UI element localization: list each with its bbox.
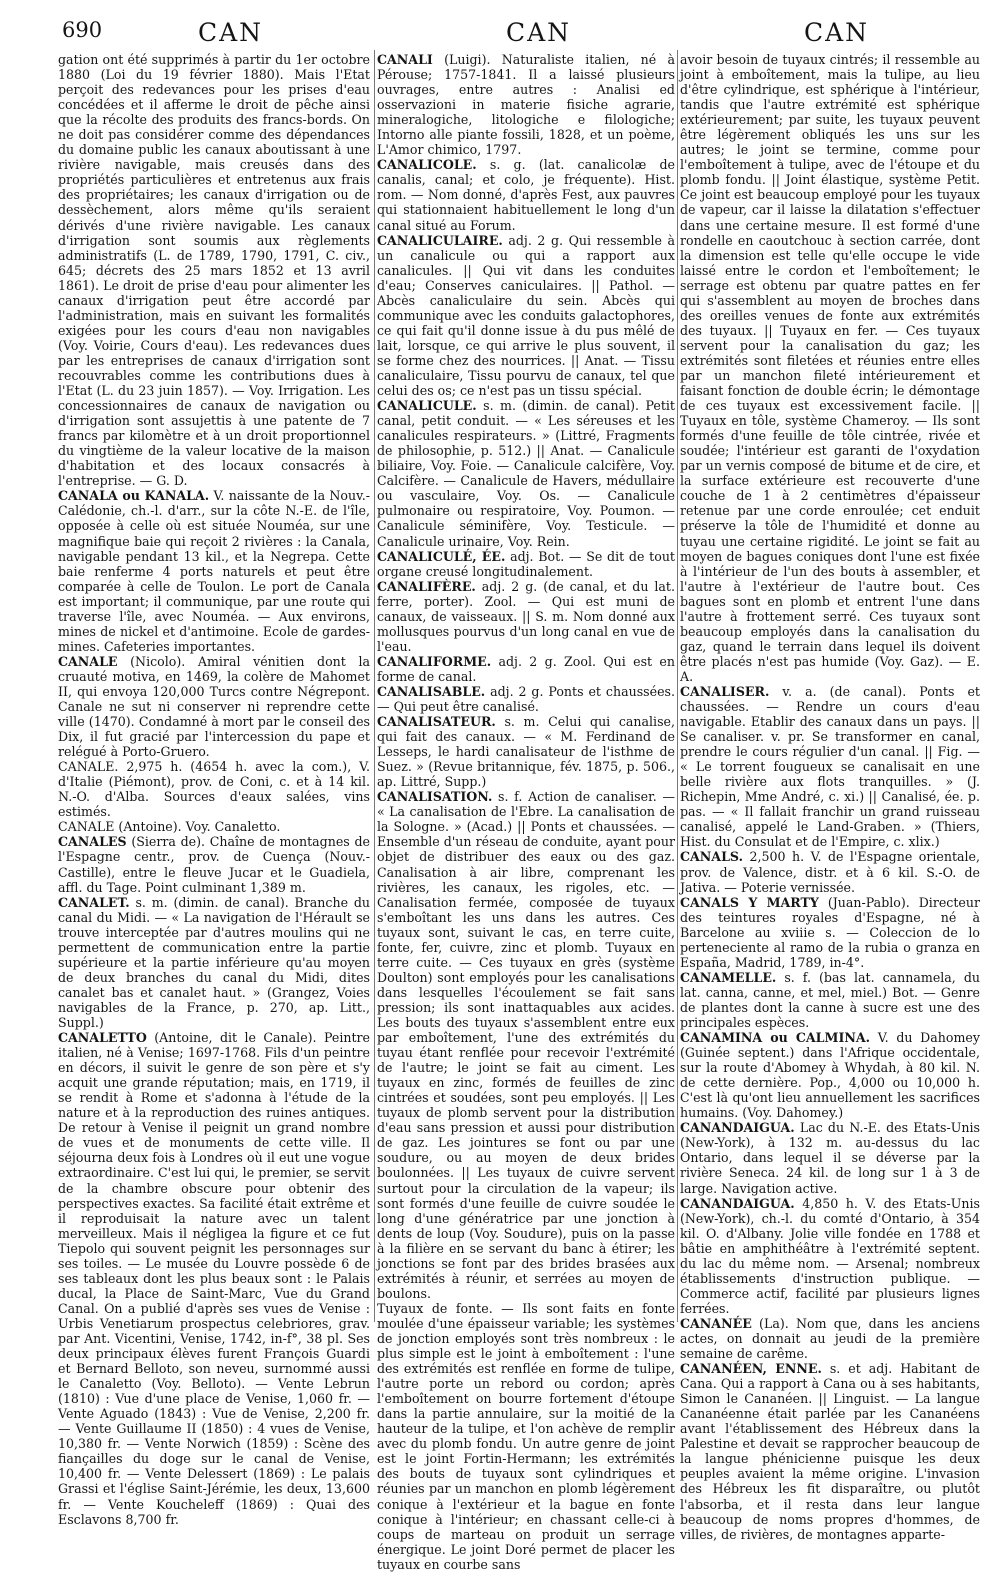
entry-headword: CANANDAIGUA. — [680, 1120, 795, 1136]
dictionary-entry — [58, 654, 370, 759]
dictionary-entry — [377, 579, 675, 654]
entry-text: s. m. (dimin. de canal). Petit canal, petit conduit. — « Les séreuses et les canalicules respirateurs. » (Littré, Fragments de philosophie, p. 512.) || Anat. — Canalicule biliaire, Voy. Foie. — Canalicule calcifère, Voy. Calcifère. — Canalicule de Havers, médullaire ou vasculaire, Voy. Os. — Canalicule pulmonaire ou respiratoire, Voy. Poumon. — Canalicule séminifère, Voy. Testicule. — Canalicule urinaire, Voy. Rein. — [377, 398, 675, 549]
dictionary-entry — [377, 654, 675, 684]
dictionary-entry — [680, 684, 980, 850]
dictionary-entry — [377, 233, 675, 399]
entry-headword: CANALICULE. — [377, 398, 477, 414]
entry-text: CANALE. 2,975 h. (4654 h. avec la com.), V. d'Italie (Piémont), prov. de Coni, c. et à 14 kil. N.-O. d'Alba. Sources d'eaux salées, vins estimés. — [58, 759, 370, 820]
entry-text: s. f. Action de canaliser. — « La canalisation de l'Ebre. La canalisation de la Sologne. » (Acad.) || Ponts et chaussées. — Ensemble d'un réseau de conduite, ayant pour objet de distribuer des eaux ou des gaz. Canalisation à air libre, comprenant les rivières, les canaux, les rigoles, etc. — Canalisation fermée, composée de tuyaux s'emboîtant les uns dans les autres. Ces tuyaux sont, suivant le cas, en terre cuite, fonte, fer, cuivre, zinc et plomb. Tuyaux en terre cuite. — Ces tuyaux en grès (système Doulton) sont employés pour les canalisations dans lesquelles l'écoulement se fait sans pression; ils sont inattaquables aux acides. Les bouts des tuyaux s'assemblent entre eux par emboîtement, l'une des extrémités du tuyau étant renflée pour recevoir l'extrémité de l'autre; le joint se fait au ciment. Les tuyaux en zinc, formés de feuilles de zinc cintrées et soudées, sont peu employés. || Les tuyaux de plomb servent pour la distribution d'eau sans pression et aussi pour distribution de gaz. Les jointures se font ou par une soudure, ou au moyen de deux brides boulonnées. || Les tuyaux de cuivre servent surtout pour la circulation de la vapeur; ils sont formés d'une feuille de cuivre soudée le long d'une génératrice par une jonction à dents de loup (Voy. Soudure), puis on la passe à la filière en se servant du banc à étirer; les jonctions se font par des brides brasées aux extrémités à réunir, et serrées au moyen de boulons. — [377, 789, 675, 1301]
entry-text: adj. Bot. — Se dit de tout organe creusé longitudinalement. — [377, 548, 675, 579]
entry-text: gation ont été supprimés à partir du 1er octobre 1880 (Loi du 19 février 1880). Mais l'Etat perçoit des redevances pour les prises d'eau concédées et il afferme le droit de pêche ainsi que la récolte des produits des francs-bords. On ne doit pas considérer comme des dépendances du domaine public les canaux aboutissant à une rivière navigable, mais creusés dans des propriétés particulières et entretenus aux frais des propriétaires; les canaux d'irrigation ou de dessèchement, alors même qu'ils seraient dérivés d'une rivière navigable. Les canaux d'irrigation sont soumis aux règlements administratifs (L. de 1789, 1790, 1791, C. civ., 645; décrets des 25 mars 1852 et 13 avril 1861). Le droit de prise d'eau pour alimenter les canaux d'irrigation peut être accordé par l'administration, mais en suivant les formalités exigées pour les cours d'eau non navigables (Voy. Voirie, Cours d'eau). Les redevances dues par les entreprises de canaux d'irrigation sont recouvrables comme les contributions dues à l'Etat (L. du 23 juin 1857). — Voy. Irrigation. Les concessionnaires de canaux de navigation ou d'irrigation sont assujettis à une patente de 7 francs par kilomètre et à un droit proportionnel du vingtième de la valeur locative de la maison d'habitation et des locaux consacrés à l'entreprise. — G. D. — [58, 52, 370, 489]
entry-text: s. et adj. Habitant de Cana. Qui a rapport à Cana ou à ses habitants, Simon le Cananéen. || Linguist. — La langue Cananéenne était parlée par les Cananéens avant l'établissement des Hébreux dans la Palestine et devait se rapprocher beaucoup de la langue phénicienne puisque les deux peuples avaient la même origine. L'invasion des Hébreux les fit disparaître, ou plutôt l'absorba, et il resta dans leur langue beaucoup de noms propres d'hommes, de villes, de rivières, de montagnes apparte- — [680, 1361, 980, 1542]
entry-text: adj. 2 g. Ponts et chaussées. — Qui peut être canalisé. — [377, 683, 675, 715]
dictionary-entry — [680, 1316, 980, 1361]
entry-headword: CANALETTO — [58, 1030, 147, 1046]
entry-headword: CANALISATION. — [377, 789, 493, 805]
page-number: 690 — [62, 18, 103, 42]
column-rule — [677, 50, 678, 1322]
entry-text: avoir besoin de tuyaux cintrés; il ressemble au joint à emboîtement, mais la tulipe, au lieu d'être cylindrique, est sphérique à l'intérieur, tandis que l'autre extrémité est sphérique extérieurement; par suite, les tuyaux peuvent être légèrement obliqués les uns sur les autres; le joint se termine, comme pour l'emboîtement à tulipe, avec de l'étoupe et du plomb fondu. || Joint élastique, système Petit. Ce joint est beaucoup employé pour les tuyaux de vapeur, car il laisse la dilatation s'effectuer dans une certaine mesure. Il est formé d'une rondelle en caoutchouc à section carrée, dont la dimension est telle qu'elle occupe le vide laissé entre le cordon et l'emboîtement; le serrage est obtenu par quatre pattes en fer qui s'assemblent au moyen de broches dans des oreilles venues de fonte aux extrémités des tuyaux. || Tuyaux en fer. — Ces tuyaux servent pour la canalisation du gaz; les extrémités sont filetées et réunies entre elles par un manchon fileté intérieurement et faisant fonction de double écrin; le démontage de ces tuyaux est excessivement facile. || Tuyaux en tôle, système Chameroy. — Ils sont formés d'une feuille de tôle cintrée, rivée et soudée; l'intérieur est garanti de l'oxydation par un vernis composé de bitume et de cire, et la surface extérieure est recouverte d'une couche de 1 à 2 centimètres d'épaisseur retenue par une corde enroulée; cet enduit préserve la tôle de l'humidité et donne au tuyau une certaine rigidité. Le joint se fait au moyen de bagues coniques dont l'une est fixée à l'intérieur de l'un des bouts à assembler, et l'autre à l'extérieur de l'autre bout. Ces bagues sont en plomb et entrent l'une dans l'autre à frottement serré. Ces tuyaux sont beaucoup employés dans la canalisation du gaz, quand le terrain dans lequel ils doivent être placés n'est pas humide (Voy. Gaz). — E. A. — [680, 52, 980, 684]
entry-headword: CANAMELLE. — [680, 969, 777, 985]
entry-headword: CANAMINA ou CALMINA. — [680, 1030, 871, 1046]
entry-headword: CANALET. — [58, 894, 130, 910]
entry-text: s. m. (dimin. de canal). Branche du canal du Midi. — « La navigation de l'Hérault se trouve interceptée par d'autres moulins qui ne permettent de communication entre la partie supérieure et la partie inférieure qu'au moyen de deux branches du canal du Midi, dites canalet bas et canalet haut. » (Grangez, Voies navigables de la France, p. 270, ap. Litt., Suppl.) — [58, 894, 370, 1030]
dictionary-entry — [377, 789, 675, 1301]
dictionary-entry — [58, 759, 370, 819]
entry-headword: CANANDAIGUA. — [680, 1195, 795, 1211]
entry-text: s. g. (lat. canalicolæ de canalis, canal; et colo, je fréquente). Hist. rom. — Nom donné, d'après Fest, aux pauvres qui stationnaient habituellement le long d'un canal situé au Forum. — [377, 157, 675, 233]
entry-text: v. a. (de canal). Ponts et chaussées. — Rendre un cours d'eau navigable. Etablir des canaux dans un pays. || Se canaliser. v. pr. Se transformer en canal, prendre le cours régulier d'un canal. || Fig. — « Le torrent fougueux se canalisait en une belle rivière aux flots tranquilles. » (J. Richepin, Mme André, c. xi.) || Canalisé, ée. p. pas. — « Il fallait franchir un grand ruisseau canalisé, appelé le Land-Graben. » (Thiers, Hist. du Consulat et de l'Empire, c. xlix.) — [680, 683, 980, 850]
dictionary-entry — [58, 819, 370, 834]
entry-headword: CANALICULAIRE. — [377, 232, 503, 248]
entry-text: (Sierra de). Chaîne de montagnes de l'Espagne centr., prov. de Cuença (Nouv.-Castille), entre le fleuve Jucar et le Guadiela, affl. du Tage. Point culminant 1,389 m. — [58, 834, 370, 895]
entry-headword: CANALA ou KANALA. — [58, 488, 210, 504]
entry-headword: CANANÉE — [680, 1315, 752, 1331]
dictionary-entry — [680, 52, 980, 684]
entry-text: V. du Dahomey (Guinée septent.) dans l'Afrique occidentale, sur la route d'Abomey à Whydah, à 80 kil. N. de cette dernière. Pop., 4,000 ou 10,000 h. C'est là qu'ont lieu annuellement les sacrifices humains. (Voy. Dahomey.) — [680, 1030, 980, 1121]
entry-headword: CANALI — [377, 52, 433, 67]
entry-headword: CANALE — [58, 653, 118, 669]
dictionary-entry — [58, 488, 370, 654]
entry-headword: CANANÉEN, ENNE. — [680, 1361, 822, 1377]
running-head-right: CAN — [804, 18, 870, 47]
entry-text: (Antoine, dit le Canale). Peintre italien, né à Venise; 1697-1768. Fils d'un peintre en décors, il suivit le genre de son père et s'y acquit une grande réputation; mais, en 1719, il se rendit à Rome et s'adonna à l'étude de la nature et à la reproduction des ruines antiques. De retour à Venise il peignit un grand nombre de vues et de monuments de cette ville. Il séjourna deux fois à Londres où il eut une vogue extraordinaire. C'est lui qui, le premier, se servit de la chambre obscure pour obtenir des perspectives exactes. Sa facilité était extrême et il reproduisait la nature avec un talent merveilleux. Mais il négligea la figure et ce fut Tiepolo qui souvent peignit les personnages sur ses toiles. — Le musée du Louvre possède 6 de ses tableaux dont les plus beaux sont : le Palais ducal, la Place de Saint-Marc, Vue du Grand Canal. On a publié d'après ses vues de Venise : Urbis Venetiarum prospectus celebriores, grav. par Ant. Vicentini, Venise, 1742, in-f°, 38 pl. Ses deux principaux élèves furent François Guardi et Bernard Belloto, son neveu, surnommé aussi le Canaletto (Voy. Belloto). — Vente Lebrun (1810) : Vue d'une place de Venise, 1,060 fr. — Vente Aguado (1843) : Vue de Venise, 2,200 fr. — Vente Guillaume II (1850) : 4 vues de Venise, 10,380 fr. — Vente Norwich (1859) : Scène des fiançailles du doge sur le canal de Venise, 10,400 fr. — Vente Delessert (1869) : Le palais Grassi et l'église Saint-Jérémie, les deux, 13,600 fr. — Vente Koucheleff (1869) : Quai des Esclavons 8,700 fr. — [58, 1030, 370, 1527]
entry-headword: CANALIFÈRE. — [377, 578, 476, 594]
dictionary-entry — [680, 1196, 980, 1316]
dictionary-entry — [377, 549, 675, 579]
dictionary-entry — [680, 1030, 980, 1120]
text-column-right — [680, 52, 980, 1542]
dictionary-entry — [680, 1361, 980, 1542]
text-column-left — [58, 52, 371, 1527]
text-column-middle — [377, 52, 675, 1572]
dictionary-entry — [377, 1301, 675, 1572]
dictionary-entry — [377, 714, 675, 789]
entry-headword: CANALS. — [680, 849, 743, 865]
dictionary-entry — [377, 52, 675, 157]
entry-headword: CANALISATEUR. — [377, 714, 496, 730]
entry-text: 4,850 h. V. des Etats-Unis (New-York), ch.-l. du comté d'Ontario, à 354 kil. O. d'Albany. Jolie ville fondée en 1788 et bâtie en amphithéâtre à l'extrémité septent. du lac du même nom. — Arsenal; nombreux établissements d'instruction publique. — Commerce actif, facilité par plusieurs lignes ferrées. — [680, 1195, 980, 1316]
entry-text: s. m. Celui qui canalise, qui fait des canaux. — « M. Ferdinand de Lesseps, le hardi canalisateur de l'isthme de Suez. » (Revue britannique, fév. 1875, p. 506., ap. Littré, Supp.) — [377, 714, 675, 790]
dictionary-entry — [377, 398, 675, 548]
entry-headword: CANALES — [58, 834, 127, 850]
column-rule — [374, 50, 375, 1322]
entry-text: V. naissante de la Nouv.-Calédonie, ch.-l. d'arr., sur la côte N.-E. de l'île, opposée à celle où est située Nouméa, sur une magnifique baie qui reçoit 2 rivières : la Canala, navigable pendant 13 kil., et la Negrepa. Cette baie renferme 4 ports naturels et peut être comparée à celle de Toulon. Le port de Canala est important; il communique, par une route qui traverse l'île, avec Nouméa. — Aux environs, mines de nickel et d'antimoine. Ecole de gardes-mines. Cafeteries importantes. — [58, 488, 371, 654]
entry-text: s. f. (bas lat. cannamela, du lat. canna, canne, et mel, miel.) Bot. — Genre de plantes dont la canne à sucre est une des principales espèces. — [680, 969, 980, 1030]
dictionary-entry — [377, 684, 675, 714]
dictionary-entry — [58, 52, 370, 488]
entry-headword: CANALICULÉ, ÉE. — [377, 548, 506, 564]
running-head-left: CAN — [198, 18, 264, 47]
entry-text: 2,500 h. V. de l'Espagne orientale, prov. de Valence, distr. et à 6 kil. S.-O. de Jativa. — Poterie vernissée. — [680, 849, 980, 895]
entry-text: adj. 2 g. (de canal, et du lat. ferre, porter). Zool. — Qui est muni de canaux, de vaisseaux. || S. m. Nom donné aux mollusques pourvus d'un long canal en vue de l'eau. — [377, 578, 675, 654]
entry-text: (Nicolo). Amiral vénitien dont la cruauté motiva, en 1469, la colère de Mahomet II, qui envoya 120,000 Turcs contre Négrepont. Canale ne sut ni conserver ni reprendre cette ville (1470). Condamné à mort par le conseil des Dix, il fut gracié par l'intercession du pape et relégué à Porto-Gruero. — [58, 653, 370, 760]
dictionary-entry — [58, 895, 370, 1030]
entry-headword: CANALISABLE. — [377, 683, 486, 699]
dictionary-entry — [680, 895, 980, 970]
entry-text: (Juan-Pablo). Directeur des teintures royales d'Espagne, né à Barcelone au xviiie s. — Coleccion de lo perteneciente al ramo de la rubia o granza en España, Madrid, 1789, in-4°. — [680, 894, 980, 970]
dictionary-entry — [680, 849, 980, 894]
dictionary-entry — [680, 1120, 980, 1195]
dictionary-entry — [680, 970, 980, 1030]
entry-text: adj. 2 g. Qui ressemble à un canalicule ou qui a rapport aux canalicules. || Qui vit dans les conduites d'eau; Conserves caniculaires. || Pathol. — Abcès canaliculaire du sein. Abcès qui communique avec les conduits galactophores, ce qui fait qu'il donne issue à du pus mêlé de lait, lorsque, ce qui arrive le plus souvent, il se forme chez des nourrices. || Anat. — Tissu canaliculaire, Tissu pourvu de canaux, tel que celui des os; ce n'est pas un tissu spécial. — [377, 232, 675, 399]
entry-headword: CANALISER. — [680, 683, 770, 699]
entry-headword: CANALS Y MARTY — [680, 894, 819, 910]
entry-headword: CANALIFORME. — [377, 653, 492, 669]
running-head-center: CAN — [506, 18, 572, 47]
entry-text: Tuyaux de fonte. — Ils sont faits en fonte moulée d'une épaisseur variable; les systèmes de jonction employés sont très nombreux : le plus simple est le joint à emboîtement : l'une des extrémités est renflée en forme de tulipe, l'autre porte un rebord ou cordon; après l'emboîtement on bourre fortement d'étoupe dans la partie annulaire, sur la moitié de la hauteur de la tulipe, et l'on achève de remplir avec du plomb fondu. Un autre genre de joint est le joint Fortin-Hermann; les extrémités des bouts de tuyaux sont cylindriques et réunies par un manchon en plomb légèrement conique à l'extérieur et la bague en fonte conique à l'intérieur; en chassant celle-ci à coups de marteau on produit un serrage énergique. Le joint Doré permet de placer les tuyaux en courbe sans — [377, 1300, 675, 1572]
entry-text: (La). Nom que, dans les anciens actes, on donnait au jeudi de la première semaine de carême. — [680, 1315, 980, 1362]
entry-text: adj. 2 g. Zool. Qui est en forme de canal. — [377, 653, 675, 684]
entry-text: Lac du N.-E. des Etats-Unis (New-York), à 132 m. au-dessus du lac Ontario, dans lequel il se déverse par la rivière Seneca. 24 kil. de long sur 1 à 3 de large. Navigation active. — [680, 1120, 980, 1196]
dictionary-entry — [58, 834, 370, 894]
entry-text: (Luigi). Naturaliste italien, né à Pérouse; 1757-1841. Il a laissé plusieurs ouvrages, entre autres : Analisi ed osservazioni in materie fisiche agrarie, mineralogiche, litologiche e filologiche; Intorno alle piante fossili, 1828, et un poème, L'Amor chimico, 1797. — [377, 52, 675, 158]
dictionary-entry — [58, 1030, 370, 1527]
entry-text: CANALE (Antoine). Voy. Canaletto. — [58, 819, 281, 835]
entry-headword: CANALICOLE. — [377, 157, 477, 173]
dictionary-entry — [377, 157, 675, 232]
